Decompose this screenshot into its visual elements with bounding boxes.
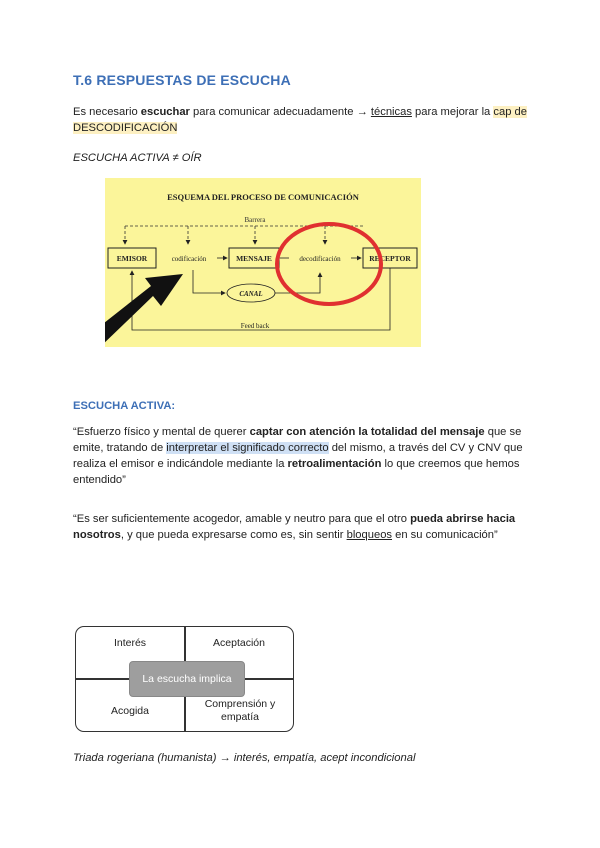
escucha-activa-subtitle: ESCUCHA ACTIVA: [73,400,176,412]
quote1-bold-retro: retroalimentación [287,458,382,470]
quote1-text-a: “Esfuerzo físico y mental de querer [73,426,250,438]
intro-highlight-descodificacion: DESCODIFICACIÓN [73,122,178,134]
intro-highlight-cap: cap de [493,106,527,118]
codificacion-label: codificación [171,255,207,263]
quote1-text-g: lo que creemos que hemos entendido” [73,458,520,486]
quote-definition-2 [73,511,528,543]
intro-paragraph [73,104,543,136]
quote1-highlight-interpretar: interpretar el significado correcto [166,442,329,454]
center-label-escucha-implica: La escucha implica [129,661,245,697]
quote1-text-e: del mismo, a través del CV y CNV que realiza el emisor e indicándole mediante la [73,442,523,470]
cell-comprension: Comprensión y empatía [204,698,276,723]
communication-diagram [105,178,421,347]
highlight-circle [277,224,381,304]
quote1-bold-captar: captar con atención la totalidad del mensaje [249,426,485,438]
canal-label: CANAL [239,290,263,298]
intro-bold-escuchar: escuchar [140,106,190,118]
escucha-implica-grid [75,626,294,732]
feedback-label: Feed back [240,322,270,330]
barrera-label: Barrera [244,216,266,224]
intro-text-3: para mejorar la [411,106,494,118]
cell-aceptacion: Aceptación [213,637,265,649]
intro-underline-tecnicas: técnicas [370,106,412,118]
cell-interes: Interés [113,637,147,649]
quote2-text-e: en su comunicación” [392,529,498,541]
quote2-text-c: , y que pueda expresarse como es, sin sentir [120,529,347,541]
quote2-text-a: “Es ser suficientemente acogedor, amable y neutro para que el otro [73,513,411,525]
mensaje-label: MENSAJE [236,254,272,263]
diagram-svg [105,178,421,347]
quote-definition-1 [73,424,528,488]
escucha-activa-line: ESCUCHA ACTIVA ≠ OÍR [73,152,202,164]
intro-text-1: Es necesario [73,106,141,118]
emisor-label: EMISOR [116,254,148,263]
diagram-title: ESQUEMA DEL PROCESO DE COMUNICACIÓN [167,192,359,202]
triada-rogeriana: Triada rogeriana (humanista) → interés, empatía, acept incondicional [73,752,416,764]
quote1-text-c: que se emite, tratando de [73,426,522,454]
receptor-label: RECEPTOR [369,254,411,263]
arrow-to-canal [193,270,225,293]
cell-acogida: Acogida [111,705,149,717]
quote2-bold-abrirse: pueda abrirse hacia nosotros [73,513,516,541]
intro-text-2: para comunicar adecuadamente → [189,106,371,118]
quote2-underline-bloqueos: bloqueos [346,529,393,541]
decodificacion-label: decodificación [299,255,341,263]
page-title: T.6 RESPUESTAS DE ESCUCHA [73,72,291,88]
pointer-arrow-icon [105,274,183,347]
